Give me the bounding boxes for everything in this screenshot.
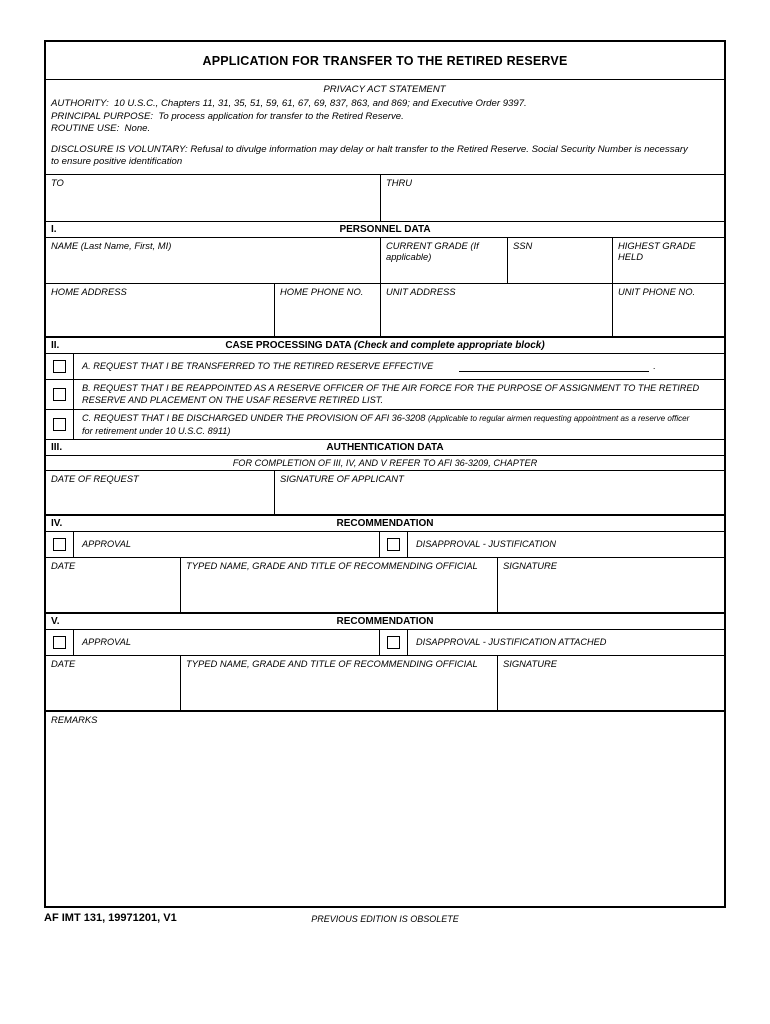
section-5-typed-name-field[interactable] — [180, 656, 497, 710]
section-5-title: RECOMMENDATION — [336, 615, 434, 627]
highest-grade-field[interactable] — [612, 238, 724, 283]
previous-edition-label: PREVIOUS EDITION IS OBSOLETE — [311, 913, 459, 924]
checkbox-icon[interactable] — [53, 360, 66, 373]
section-4-decision-row — [46, 532, 724, 558]
section-4-date-label: DATE — [51, 559, 76, 571]
unit-phone-label: UNIT PHONE NO. — [618, 285, 696, 297]
checkbox-icon[interactable] — [53, 418, 66, 431]
section-4-signature-label: SIGNATURE — [503, 559, 557, 571]
checkbox-icon[interactable] — [53, 636, 66, 649]
case-item-c-text — [74, 410, 724, 439]
section-2-title-main: CASE PROCESSING DATA — [225, 339, 355, 351]
section-1-number: I. — [51, 223, 57, 235]
case-item-b-checkbox-cell[interactable] — [46, 380, 74, 409]
section-2-title — [46, 340, 724, 351]
section-5-disapproval-label: DISAPPROVAL - JUSTIFICATION ATTACHED — [416, 637, 607, 648]
section-4-typed-name-label: TYPED NAME, GRADE AND TITLE OF RECOMMENDING OFFICIAL — [186, 559, 478, 571]
case-item-a-blank[interactable] — [459, 361, 649, 372]
home-address-label: HOME ADDRESS — [51, 285, 127, 297]
section-2-number: II. — [51, 339, 60, 351]
privacy-disclosure-line1: DISCLOSURE IS VOLUNTARY: Refusal to divulge information may delay or halt transfer to the Retired Reserve. Social Security Number is necessary — [51, 143, 688, 155]
name-field[interactable] — [46, 238, 380, 283]
privacy-routine-use: ROUTINE USE: None. — [51, 123, 151, 135]
to-label: TO — [51, 176, 64, 188]
section-3-header — [46, 440, 724, 456]
thru-field[interactable] — [380, 175, 724, 221]
unit-address-label: UNIT ADDRESS — [386, 285, 456, 297]
section-1-title: PERSONNEL DATA — [339, 223, 431, 235]
routing-row — [46, 175, 724, 222]
section-5-approval-checkbox-cell[interactable] — [46, 630, 74, 655]
personnel-row-2 — [46, 284, 724, 338]
case-item-c-note-line2: for retirement under 10 U.S.C. 8911) — [82, 425, 231, 436]
case-item-a-text — [74, 354, 724, 379]
remarks-field[interactable] — [46, 712, 724, 906]
home-phone-label: HOME PHONE NO. — [280, 285, 364, 297]
case-item-c-label: C. REQUEST THAT I BE DISCHARGED UNDER THE PROVISION OF AFI 36-3208 — [82, 412, 428, 423]
section-4-approval-checkbox-cell[interactable] — [46, 532, 74, 557]
section-5-signature-row — [46, 656, 724, 712]
to-field[interactable] — [46, 175, 380, 221]
unit-phone-field[interactable] — [612, 284, 724, 336]
section-4-disapproval-text — [408, 532, 724, 557]
case-item-b-text — [74, 380, 724, 409]
section-4-typed-name-field[interactable] — [180, 558, 497, 612]
form-id-label: AF IMT 131, 19971201, V1 — [44, 911, 177, 924]
section-5-disapproval-checkbox-cell[interactable] — [380, 630, 408, 655]
section-5-date-label: DATE — [51, 657, 76, 669]
checkbox-icon[interactable] — [53, 538, 66, 551]
section-5-decision-row — [46, 630, 724, 656]
thru-label: THRU — [386, 176, 413, 188]
case-item-c-checkbox-cell[interactable] — [46, 410, 74, 439]
case-item-c-row — [46, 410, 724, 440]
case-item-a-row — [46, 354, 724, 380]
case-item-a-period: . — [653, 361, 656, 372]
authentication-row — [46, 471, 724, 516]
signature-of-applicant-field[interactable] — [274, 471, 724, 514]
section-3-number: III. — [51, 441, 63, 453]
section-5-approval-text — [74, 630, 380, 655]
section-4-number: IV. — [51, 517, 63, 529]
section-5-signature-field[interactable] — [497, 656, 724, 710]
section-2-header — [46, 338, 724, 354]
section-4-approval-label: APPROVAL — [82, 539, 132, 550]
privacy-heading: PRIVACY ACT STATEMENT — [323, 84, 446, 95]
section-5-header — [46, 614, 724, 630]
privacy-principal-purpose: PRINCIPAL PURPOSE: To process application for transfer to the Retired Reserve. — [51, 110, 404, 122]
privacy-spacer — [51, 136, 718, 144]
page-title: APPLICATION FOR TRANSFER TO THE RETIRED RESERVE — [202, 53, 568, 68]
privacy-disclosure-line2: to ensure positive identification — [51, 156, 183, 168]
section-2-title-paren: (Check and complete appropriate block) — [354, 339, 545, 351]
highest-grade-label: HIGHEST GRADE HELD — [618, 239, 696, 263]
case-item-a-label: A. REQUEST THAT I BE TRANSFERRED TO THE RETIRED RESERVE EFFECTIVE — [82, 361, 434, 372]
case-item-c-note-line1: (Applicable to regular airmen requesting appointment as a reserve officer — [427, 413, 690, 423]
section-4-approval-text — [74, 532, 380, 557]
section-5-signature-label: SIGNATURE — [503, 657, 557, 669]
section-3-note: FOR COMPLETION OF III, IV, AND V REFER TO AFI 36-3209, CHAPTER — [46, 456, 724, 471]
section-4-signature-row — [46, 558, 724, 614]
section-4-disapproval-label: DISAPPROVAL - JUSTIFICATION — [416, 539, 557, 550]
signature-of-applicant-label: SIGNATURE OF APPLICANT — [280, 472, 404, 484]
form-body — [44, 40, 726, 908]
section-5-date-field[interactable] — [46, 656, 180, 710]
section-4-header — [46, 516, 724, 532]
unit-address-field[interactable] — [380, 284, 612, 336]
case-item-b-row — [46, 380, 724, 410]
section-5-typed-name-label: TYPED NAME, GRADE AND TITLE OF RECOMMENDING OFFICIAL — [186, 657, 478, 669]
remarks-label: REMARKS — [51, 713, 98, 725]
section-1-header — [46, 222, 724, 238]
remarks-row — [46, 712, 724, 908]
case-item-b-label-line2: RESERVE AND PLACEMENT ON THE USAF RESERVE RETIRED LIST. — [82, 395, 384, 406]
date-of-request-field[interactable] — [46, 471, 274, 514]
checkbox-icon[interactable] — [387, 538, 400, 551]
current-grade-label: CURRENT GRADE (If applicable) — [386, 239, 479, 263]
section-5-number: V. — [51, 615, 60, 627]
section-5-approval-label: APPROVAL — [82, 637, 132, 648]
ssn-field[interactable] — [507, 238, 612, 283]
section-5-disapproval-text — [408, 630, 724, 655]
form-page — [44, 40, 726, 932]
checkbox-icon[interactable] — [387, 636, 400, 649]
case-item-a-checkbox-cell[interactable] — [46, 354, 74, 379]
home-phone-field[interactable] — [274, 284, 380, 336]
section-4-signature-field[interactable] — [497, 558, 724, 612]
ssn-label: SSN — [513, 239, 533, 251]
form-title-bar — [46, 42, 724, 80]
checkbox-icon[interactable] — [53, 388, 66, 401]
section-4-disapproval-checkbox-cell[interactable] — [380, 532, 408, 557]
name-label: NAME (Last Name, First, MI) — [51, 239, 172, 251]
privacy-authority: AUTHORITY: 10 U.S.C., Chapters 11, 31, 35, 51, 59, 61, 67, 69, 837, 863, and 869; and Executive Order 9397. — [51, 98, 527, 109]
date-of-request-label: DATE OF REQUEST — [51, 472, 139, 484]
home-address-field[interactable] — [46, 284, 274, 336]
section-3-title: AUTHENTICATION DATA — [326, 441, 444, 453]
personnel-row-1 — [46, 238, 724, 284]
privacy-act-statement — [46, 80, 724, 175]
section-4-title: RECOMMENDATION — [336, 517, 434, 529]
current-grade-field[interactable] — [380, 238, 507, 283]
form-footer — [44, 910, 726, 932]
case-item-b-label-line1: B. REQUEST THAT I BE REAPPOINTED AS A RESERVE OFFICER OF THE AIR FORCE FOR THE PURPOSE OF ASSIGNMENT TO THE RETIRED — [82, 383, 700, 394]
section-4-date-field[interactable] — [46, 558, 180, 612]
